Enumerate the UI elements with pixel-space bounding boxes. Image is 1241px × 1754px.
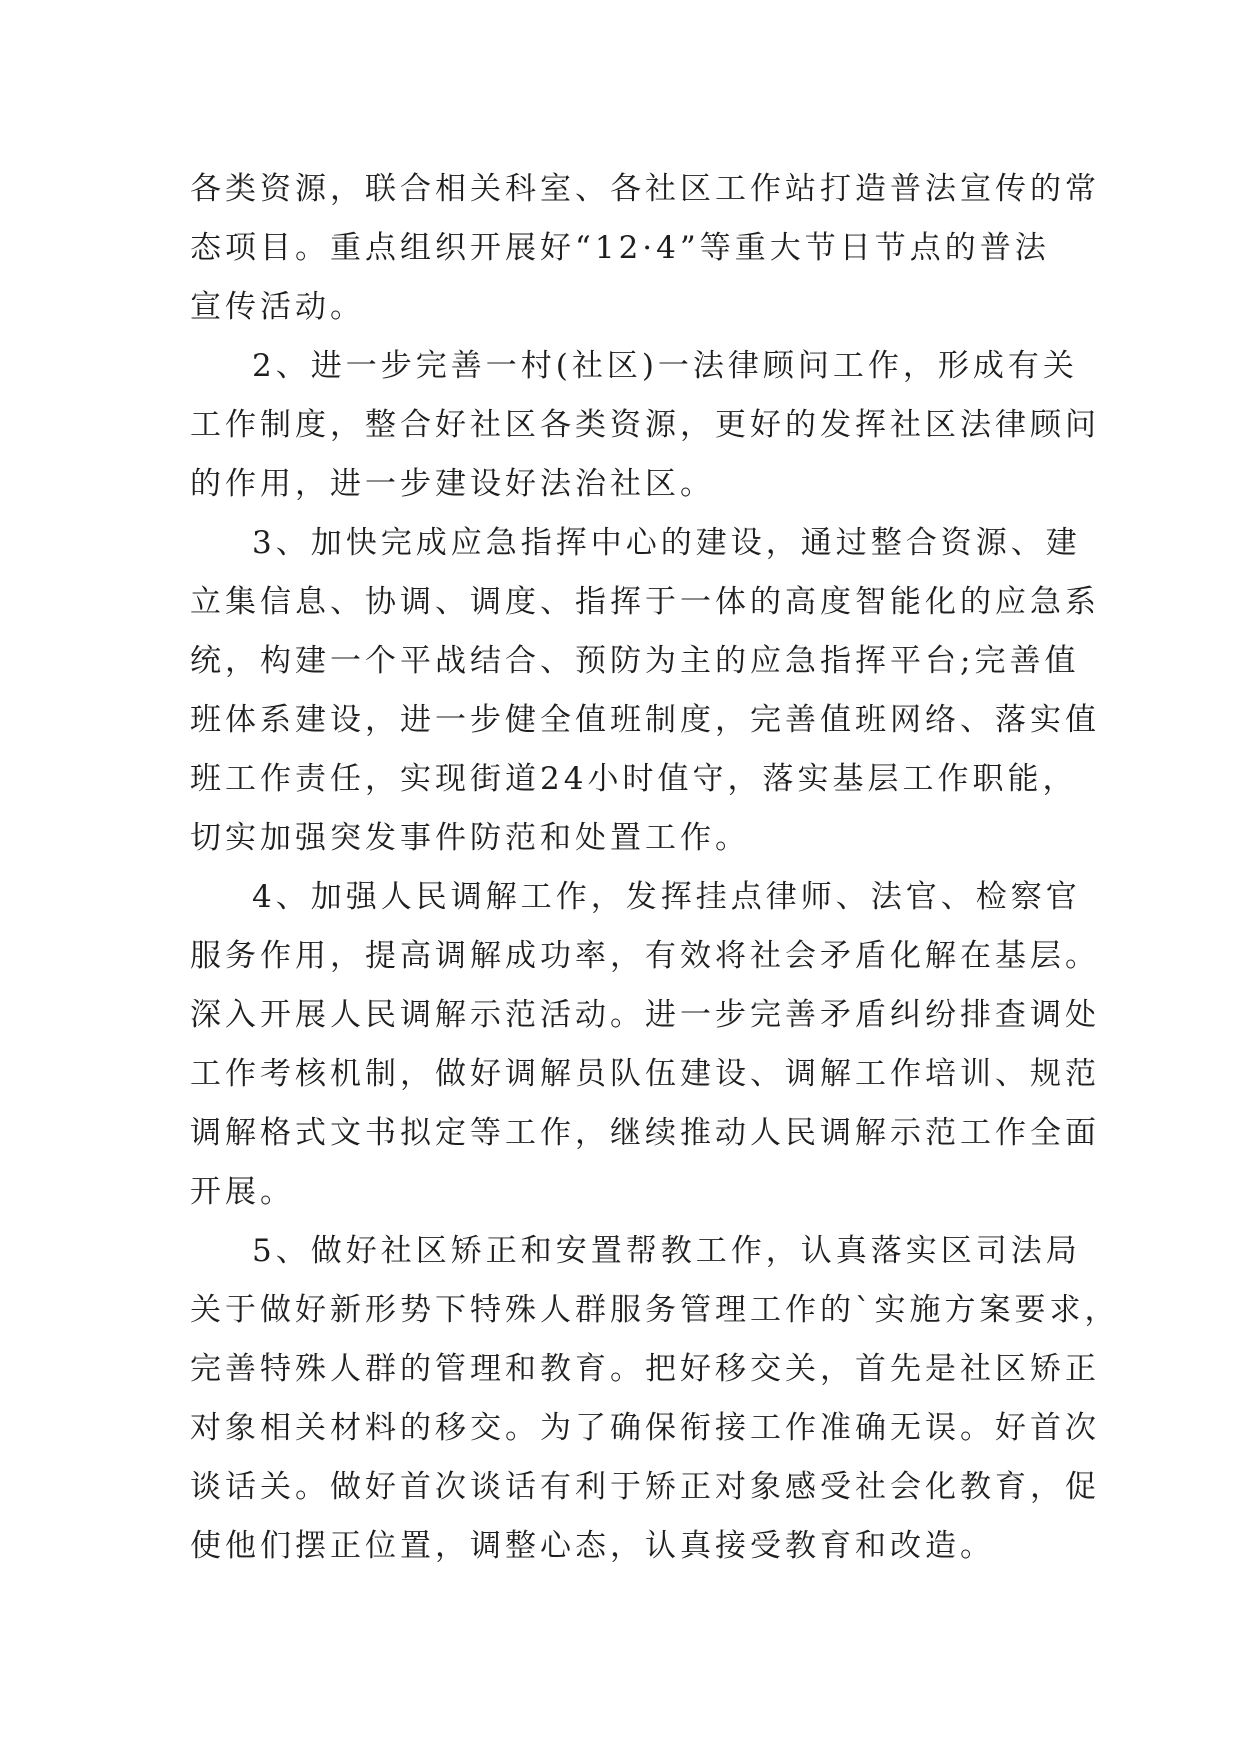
text-line: 统，构建一个平战结合、预防为主的应急指挥平台;完善值: [190, 643, 1080, 679]
text-line: 使他们摆正位置，调整心态，认真接受教育和改造。: [190, 1528, 995, 1564]
text-line: 宣传活动。: [190, 289, 365, 325]
text-line: 工作制度，整合好社区各类资源，更好的发挥社区法律顾问: [190, 407, 1100, 443]
text-line: 2、进一步完善一村(社区)一法律顾问工作，形成有关: [252, 348, 1078, 384]
text-line: 服务作用，提高调解成功率，有效将社会矛盾化解在基层。: [190, 938, 1100, 974]
text-line: 对象相关材料的移交。为了确保衔接工作准确无误。好首次: [190, 1410, 1100, 1446]
paragraph-item-3: [190, 514, 1100, 868]
text-line: 谈话关。做好首次谈话有利于矫正对象感受社会化教育，促: [190, 1469, 1100, 1505]
paragraph-item-4: [190, 868, 1100, 1222]
text-line: 完善特殊人群的管理和教育。把好移交关，首先是社区矫正: [190, 1351, 1100, 1387]
text-line: 的作用，进一步建设好法治社区。: [190, 466, 715, 502]
text-line: 3、加快完成应急指挥中心的建设，通过整合资源、建: [252, 525, 1081, 561]
text-line: 切实加强突发事件防范和处置工作。: [190, 820, 750, 856]
paragraph-continuation: [190, 160, 1100, 337]
text-line: 班体系建设，进一步健全值班制度，完善值班网络、落实值: [190, 702, 1100, 738]
text-line: 各类资源，联合相关科室、各社区工作站打造普法宣传的常: [190, 171, 1100, 207]
paragraph-item-2: [190, 337, 1100, 514]
text-line: 深入开展人民调解示范活动。进一步完善矛盾纠纷排查调处: [190, 997, 1100, 1033]
text-line: 班工作责任，实现街道24小时值守，落实基层工作职能，: [190, 761, 1078, 797]
text-line: 立集信息、协调、调度、指挥于一体的高度智能化的应急系: [190, 584, 1100, 620]
text-line: 关于做好新形势下特殊人群服务管理工作的`实施方案要求，: [190, 1292, 1120, 1328]
text-line: 开展。: [190, 1174, 295, 1210]
text-line: 工作考核机制，做好调解员队伍建设、调解工作培训、规范: [190, 1056, 1100, 1092]
text-line: 4、加强人民调解工作，发挥挂点律师、法官、检察官: [252, 879, 1081, 915]
document-body: [190, 160, 1120, 1576]
paragraph-item-5: [190, 1222, 1120, 1576]
text-line: 态项目。重点组织开展好“12·4”等重大节日节点的普法: [190, 230, 1050, 266]
text-line: 5、做好社区矫正和安置帮教工作，认真落实区司法局: [252, 1233, 1081, 1269]
text-line: 调解格式文书拟定等工作，继续推动人民调解示范工作全面: [190, 1115, 1100, 1151]
